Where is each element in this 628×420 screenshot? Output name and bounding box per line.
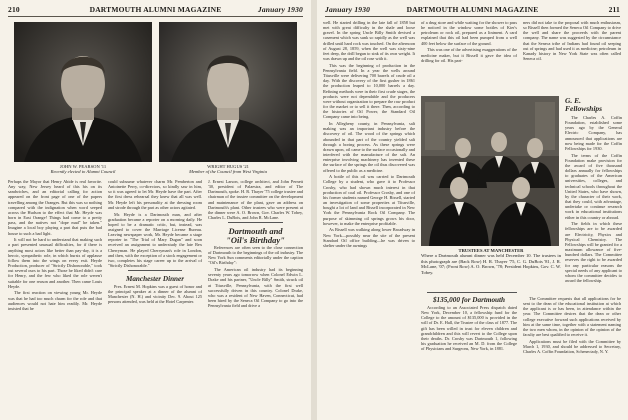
- caption-description: Recently elected to Alumni Council: [50, 169, 116, 175]
- portrait-hugus-image: [159, 22, 297, 162]
- paragraph: of a drug store and while waiting for the shower to pass he noticed in the window some bottles of Kier's petroleum or rock oil, prepared as a liniment. A card explained that this oil had been pumped from a well 400 feet below the surface of the ground.: [421, 20, 517, 46]
- caption-description: Member of the Council from West Virginia: [189, 169, 267, 175]
- paragraph: This was the beginning of production in the Pennsylvania field. In a year the wells around Titusville were delivering 700 barrels of crude oil a day. With the discovery of the first gusher in 1861 the production leaped to 10,000 barrels a day. Refining methods were in their first crude stages, the products were not dependable and the producers were without organization to prepare the raw product for the market or to sell it there. Then, according to the histories of Oil Power, the Standard Oil Company came into being.: [323, 62, 415, 120]
- paragraph: The first reaction on viewing young Mr. Heyde was that he had too much charm for the role and that audiences would not hate him readily. Mr. Heyde insisted that he: [8, 290, 102, 311]
- left-column-3: [208, 179, 303, 417]
- section-heading-ge: [565, 97, 622, 113]
- paragraph: The American oil industry had its beginning seventy years ago tomorrow when Colonel Edwin L. Drake and his partner, "Uncle Billy" Smith, struck oil at Titusville, Pennsylvania, with the first well successfully driven in this country. Colonel Drake, who was a resident of New Haven, Connecticut, had been hired by the Seneca Oil Company to go into the Pennsylvania field and drive a: [208, 267, 303, 309]
- left-column-1: [8, 179, 102, 417]
- dartmouth-bequest-column: [421, 296, 517, 417]
- paragraph: The Charles A. Coffin Foundation, established some years ago by the General Electric Company, has announced that applications are now being made for the Coffin Fellowships for 1930.: [565, 115, 622, 151]
- page-header: [8, 5, 303, 15]
- section-divider: [228, 222, 283, 223]
- right-column-1: [323, 20, 415, 417]
- paragraph: The fields in which these fellowships are to be awarded are Electricity, Physics and Physical Chemistry. The Fellowships will be granted for a maximum allowance of five-hundred dollars. The Committee reserves the right to be awarded for any particular reasons the special needs of any applicant to whom the committee decides to award the fellowship.: [565, 221, 622, 284]
- paragraph: J. Ernest Larson, college architect, and John Pernett '30, president of Palaestra, and editor of The Dartmouth, spoke. H. R. Thayer '75 college trustee and chairman of the trustee committee on the development and maintenance of the plant, gave an address on Dartmouth's plant. Other trustees who were present at the dinner were A. O. Brown, Gov. Charles W. Tobey, Charles L. DuBois, and John R. McLane.: [208, 179, 303, 221]
- photo-caption-pearson: [14, 164, 152, 175]
- left-column-2: [108, 179, 202, 417]
- header-rule: [325, 16, 620, 17]
- page-number: 211: [608, 5, 620, 14]
- paragraph: Mr. Heyde is a Dartmouth man, and after graduation became a reporter on a morning daily. He hoped to be a dramatic critic, but, instead, was assigned to cover the Marriage License Bureau. Leaving newspaper work, Mr. Heyde became a stage reporter in "The Trial of Mary Dugan" and soon received an assignment to understudy the late Rex Cherryman. He played Cherryman's role in London, and then, with the exception of a stock engagement or two, completes his stage career up to the arrival of "Strictly Dishonorable.": [108, 211, 202, 269]
- paragraph: A bottle of this oil was carried to Dartmouth College by a student, who gave it to Professor Crosby, who had shown much interest in that production of coal oil. Professor Crosby, and one of his former students named George H. Bissell, started an investigation of some properties at Titusville, bought a lot of land and Bissell incorporated in New York the Pennsylvania Rock Oil Company. The purpose of skimming oil springs grows his door, however, to make the enterprise profitable.: [323, 174, 415, 226]
- group-photo-caption: [421, 248, 561, 275]
- caption-name: JOHN W. PEARSON '11: [59, 164, 107, 169]
- caption-text: Where a Dartmouth alumni dinner was held December 10. The trustees in this photograph are (Back Row) H. R. Thayer '75, C. G. DuBois '81, J. R. McLane, '07; (Front Row) A. O. Brown, '78; President Hopkins, Gov. C. W. Tobey.: [421, 253, 561, 275]
- paragraph: As Bissell was walking along lower Broadway in New York—possibly near the site of the present Standard Oil office building—he was driven to shelter under the awnings: [323, 227, 415, 248]
- heading-line-1: G. E.: [565, 96, 582, 105]
- magazine-title: DARTMOUTH ALUMNI MAGAZINE: [89, 5, 222, 14]
- portrait-photo-hugus: [159, 22, 297, 162]
- page-header: [325, 5, 620, 15]
- trustees-group-image: [421, 96, 559, 246]
- portrait-pearson-image: [14, 22, 152, 162]
- portrait-photo-pearson: [14, 22, 152, 162]
- issue-date: January 1930: [325, 5, 371, 14]
- right-column-2-top: [421, 20, 517, 94]
- group-photo-trustees: [421, 96, 559, 246]
- paragraph: It will not be hard to understand that making such a part presented unusual difficulties, for if there is anything most actors like better than pay-day, it is a heroic, sympathetic role, in which bursts of applause follow them into the wings on every exit. Heyde Production, producer of "Strictly Dishonorable," took out several ours to his part. Those he liked didn't care for Henry, and the few who liked the role weren't suitable for one reason and another. Then came Louis Heyde.: [8, 237, 102, 289]
- paragraph: Perhaps the Mayor that Henry Abide is real favorite. Any way, New Jersey heard of this his on its sandwiches, and an editorial calling for action appeared on the front page of one of the papers travelling among the Oranges. But this was so nothing compared with the indignation when word seeped across the Hudson to the effect that Mr. Heyde was born in East Orange! Things had come to a pretty pass, and the natives not "dope mad" be taken." Imagine a local boy playing a part that puts the bad house to such a bad light.: [8, 179, 102, 236]
- section-heading-oil-1: Dartmouth and: [228, 225, 283, 236]
- right-column-3-bottom: [523, 296, 621, 417]
- section-heading-oil-2: "Oil's Birthday": [226, 234, 285, 245]
- magazine-title: DARTMOUTH ALUMNI MAGAZINE: [406, 5, 539, 14]
- section-divider: [427, 292, 517, 293]
- right-page: [317, 0, 628, 420]
- paragraph: According to an Associated Press dispatch dated New York, December 10, a fellowship fund for the College to the amount of $135,000 is provided in the will of Dr. E. Hall, the Trustee of the class of 1877. The gift has been willed in trust for eleven children and grandchildren and this will revert to the College upon their deaths. Dr. Crosby was Dartmouth 1, following his graduation he received an M. D. from the College of Physicians and Surgeons, New York, in 1881.: [421, 305, 517, 352]
- issue-date: January 1930: [257, 5, 303, 14]
- page-number: 210: [8, 5, 20, 14]
- paragraph: The terms of the Coffin Foundation make provision for the award of five thousand dollars annually for fellowships to graduates of the American universities, colleges, and technical schools throughout the United States, who have shown, by the character of their work, that they could, with advantage, undertake or continue research work in educational institutions either in this country or abroad.: [565, 152, 622, 220]
- caption-title: TRUSTEES AT MANCHESTER: [458, 248, 524, 253]
- paragraph: In Allegheny county, in Pennsylvania, salt making was an important industry before the discovery of oil. The wood of the springs which abounded in that part of the country yielded salt through a boring process. As these springs were drawn upon, oil came to the surface occasionally and interfered with the manufacture of the salt. An enterprise involving machinery has invented these the surface of the springs the oil thus discovered was offered to the public as a medicine.: [323, 121, 415, 173]
- paragraph: The Committee requests that all applications for be sent to the dean of the educational institution at which the applicant is or has been, in attendance within the year. The Committee desires that the dean or other college executive forward such applications received by him at the same time, together with a statement naming the two men whom, in the opinion of the opinion of the faculty are best qualified to receive it.: [523, 296, 621, 338]
- header-rule: [8, 16, 303, 17]
- paragraph: References are often seen to the close connection of Dartmouth to the beginnings of the oil industry. The New York Sun comments editorially under the caption "Oil's Birthday":: [208, 244, 303, 266]
- heading-line-2: Fellowships: [565, 104, 603, 113]
- paragraph: Pres. Ernest M. Hopkins was a guest of honor and the principal speaker at a dinner of the alumni of Manchester (N. H.) and vicinity Dec. 9. About 125 persons attended, was held at the Hotel Carpenter.: [108, 283, 202, 305]
- paragraph: ners did not take to the proposal with much enthusiasm, so Bissell then formed the Seneca Oil Company to drive the well and share the proceeds with the parent company. The name was suggested by the circumstance that the Seneca tribe of Indians had found oil seeping out of springs and had used it as medicine; petroleum in Kanady history in New York State was often called Seneca oil.: [523, 20, 621, 62]
- caption-name: WRIGHT HUGUS '21: [207, 164, 249, 169]
- photo-caption-hugus: [159, 164, 297, 175]
- section-divider: [128, 270, 182, 271]
- section-heading-bequest: $135,000 for Dartmouth: [432, 296, 506, 304]
- right-column-3-top: [523, 20, 621, 94]
- left-page: [0, 0, 311, 420]
- paragraph: This was one of the advertising exaggerations of the medicine maker, but it Bissell it gave the idea of drilling for oil. His part-: [421, 47, 517, 63]
- paragraph: well. He started drilling in the late fall of 1858 but met with great difficulty in the shale and loose gravel. In the spring Uncle Billy Smith devised a casement which was sunk so rapidly as the well was drilled until hard rock was touched. On the afternoon of August 28, 1859, when the well was sixty-nine feet deep, the drill began to sink of its own weight. It was drawn up and the oil rose with it.: [323, 20, 415, 62]
- paragraph: Applications must be filed with the Committee by March 1, 1930, and should be addressed to Secretary, Charles A. Coffin Foundation, Schenectady, N. Y.: [523, 338, 621, 355]
- paragraph: could subsume whatever charm Mr. Pemberton and Antoinette Perry, co-directors, so kindly saw in him, so it was agreed to let Mr. Heyde have the part. After the first dress rehearsal they knew that all was well. Mr. Heyde left his personality at the dressing room and strode through the part as other actors agitated.: [108, 179, 202, 210]
- section-heading-manchester: Manchester Dinner: [125, 274, 185, 283]
